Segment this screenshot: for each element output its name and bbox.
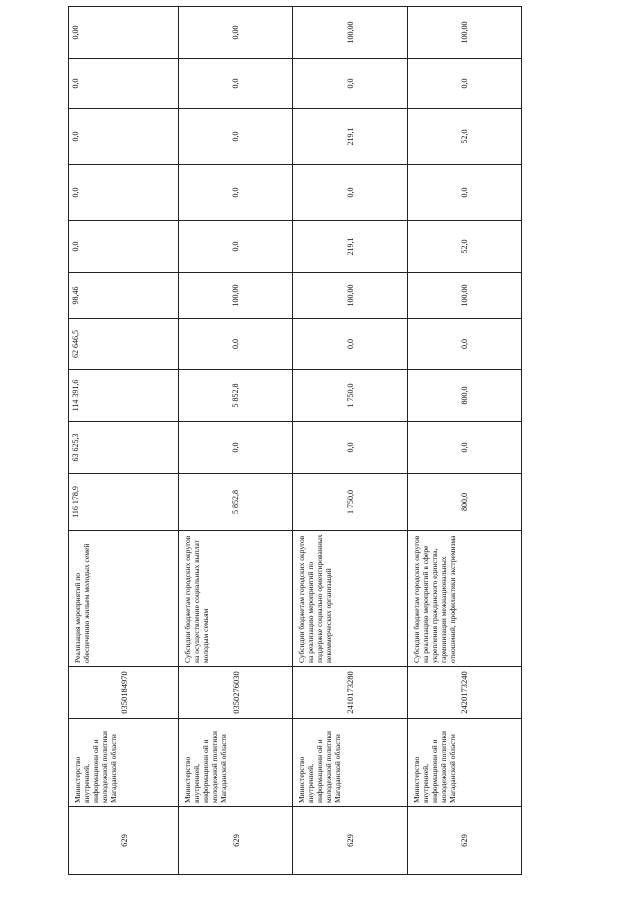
value-cell: 100,00 bbox=[293, 7, 407, 59]
description-cell: Субсидии бюджетам городских округов на реализацию мероприятий в сфере укрепления гражданского единства, гармонизации межнациональных отношений, профилактики экстремизма bbox=[407, 531, 521, 667]
classifier-code-cell: 0350184970 bbox=[69, 667, 179, 719]
value-cell: 52,0 bbox=[407, 109, 521, 165]
value-cell: 63 625,3 bbox=[69, 422, 179, 474]
value-cell: 0,0 bbox=[179, 422, 293, 474]
ministry-name-cell: Министерство внутренней, информационн ой и молодежной политики Магаданской области bbox=[179, 719, 293, 807]
value-cell: 5 852,8 bbox=[179, 474, 293, 531]
value-cell: 0,00 bbox=[179, 7, 293, 59]
value-cell: 5 852,8 bbox=[179, 370, 293, 422]
value-cell: 0,0 bbox=[69, 221, 179, 273]
value-cell: 0,0 bbox=[69, 165, 179, 221]
value-cell: 0,0 bbox=[293, 319, 407, 370]
value-cell: 100,00 bbox=[293, 273, 407, 319]
value-cell: 100,00 bbox=[179, 273, 293, 319]
value-cell: 1 750,0 bbox=[293, 370, 407, 422]
agency-code-cell: 629 bbox=[179, 807, 293, 875]
value-cell: 219,1 bbox=[293, 109, 407, 165]
value-cell: 0,0 bbox=[407, 59, 521, 109]
value-cell: 0,0 bbox=[407, 165, 521, 221]
description-cell: Субсидии бюджетам городских округов на осуществление социальных выплат молодым семьям bbox=[179, 531, 293, 667]
table-body bbox=[69, 7, 522, 875]
table-row bbox=[69, 7, 179, 875]
table-row bbox=[293, 7, 407, 875]
agency-code-cell: 629 bbox=[407, 807, 521, 875]
description-cell: Субсидии бюджетам городских округов на реализацию мероприятий по поддержке социально ориентированных некоммерческих организаций bbox=[293, 531, 407, 667]
value-cell: 62 646,5 bbox=[69, 319, 179, 370]
classifier-code-cell: 2420173240 bbox=[407, 667, 521, 719]
table-row bbox=[179, 7, 293, 875]
description-cell: Реализация мероприятий по обеспечению жильем молодых семей bbox=[69, 531, 179, 667]
value-cell: 0,0 bbox=[293, 422, 407, 474]
ministry-name-cell: Министерство внутренней, информационн ой и молодежной политики Магаданской области bbox=[293, 719, 407, 807]
classifier-code-cell: 0350276030 bbox=[179, 667, 293, 719]
value-cell: 0,0 bbox=[407, 422, 521, 474]
value-cell: 1 750,0 bbox=[293, 474, 407, 531]
value-cell: 800,0 bbox=[407, 474, 521, 531]
ministry-name-cell: Министерство внутренней, информационн ой и молодежной политики Магаданской области bbox=[407, 719, 521, 807]
value-cell: 114 391,6 bbox=[69, 370, 179, 422]
value-cell: 52,0 bbox=[407, 221, 521, 273]
value-cell: 100,00 bbox=[407, 273, 521, 319]
value-cell: 116 178,9 bbox=[69, 474, 179, 531]
table-row bbox=[407, 7, 521, 875]
classifier-code-cell: 2410173280 bbox=[293, 667, 407, 719]
value-cell: 0,00 bbox=[69, 7, 179, 59]
value-cell: 100,00 bbox=[407, 7, 521, 59]
value-cell: 219,1 bbox=[293, 221, 407, 273]
agency-code-cell: 629 bbox=[293, 807, 407, 875]
value-cell: 0,0 bbox=[179, 109, 293, 165]
value-cell: 800,0 bbox=[407, 370, 521, 422]
value-cell: 0,0 bbox=[179, 59, 293, 109]
value-cell: 0,0 bbox=[69, 59, 179, 109]
value-cell: 0,0 bbox=[293, 59, 407, 109]
value-cell: 0,0 bbox=[293, 165, 407, 221]
budget-table bbox=[68, 6, 522, 875]
value-cell: 0,0 bbox=[69, 109, 179, 165]
ministry-name-cell: Министерство внутренней, информационн ой и молодежной политики Магаданской области bbox=[69, 719, 179, 807]
value-cell: 0,0 bbox=[407, 319, 521, 370]
value-cell: 0,0 bbox=[179, 165, 293, 221]
agency-code-cell: 629 bbox=[69, 807, 179, 875]
value-cell: 98,46 bbox=[69, 273, 179, 319]
rotated-table-container bbox=[68, 21, 522, 875]
value-cell: 0,0 bbox=[179, 319, 293, 370]
value-cell: 0,0 bbox=[179, 221, 293, 273]
